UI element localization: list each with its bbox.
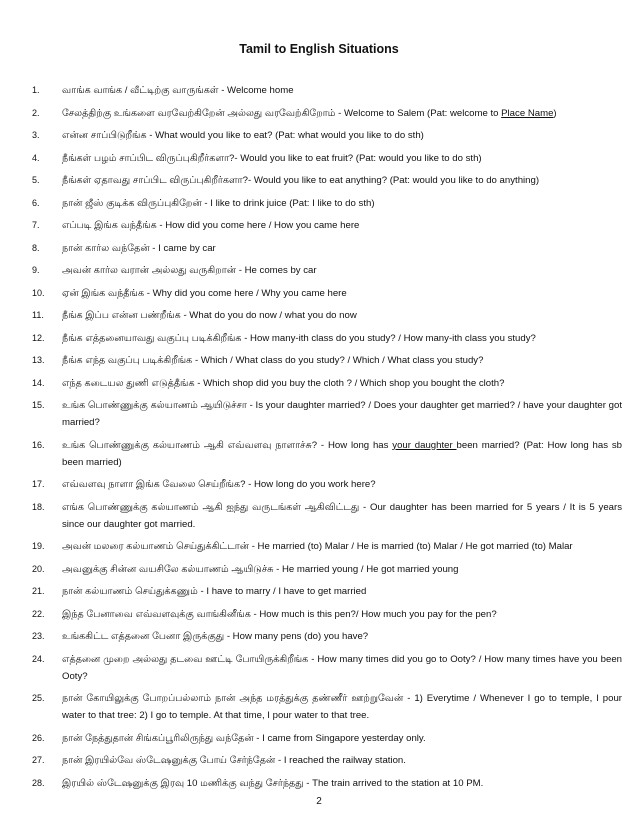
item-text-underlined: Place Name bbox=[501, 107, 554, 119]
item-text bbox=[62, 437, 622, 471]
list-item bbox=[32, 476, 622, 493]
item-text: நான் ஜீஸ் குடிக்க விருப்புகிறேன் - I like to drink juice (Pat: I like to do sth) bbox=[62, 197, 375, 209]
list-item bbox=[32, 538, 622, 555]
item-number: 23. bbox=[32, 631, 45, 641]
item-text: உங்க பொண்ணுக்கு கல்யாணம் ஆயிடுச்சா - Is your daughter married? / Does your daughter get married? / have your daughter got married? bbox=[62, 400, 622, 428]
item-text: அவனுக்கு சின்ன வயசிலே கல்யாணம் ஆயிடுச்சு - He married young / He got married young bbox=[62, 563, 459, 575]
list-item bbox=[32, 330, 622, 347]
item-text: நீங்க எத்தனையாவது வகுப்பு படிக்கிறீங்க - How many-ith class do you study? / How many-ith class you study? bbox=[62, 332, 536, 344]
item-number: 26. bbox=[32, 732, 45, 743]
item-text: நான் இரயில்வே ஸ்டேஷனுக்கு போய் சேர்ந்தேன் - I reached the railway station. bbox=[62, 755, 406, 766]
page-title: Tamil to English Situations bbox=[239, 42, 399, 56]
item-text: நீங்க இப்ப என்ன பண்றீங்க - What do you do now / what you do now bbox=[62, 310, 357, 321]
item-text: நான் நேத்துதான் சிங்கப்பூரிலிருந்து வந்தேன் - I came from Singapore yesterday only. bbox=[62, 732, 426, 744]
item-text: எப்படி இங்க வந்தீங்க - How did you come here / How you came here bbox=[62, 220, 360, 231]
item-text: நான் கல்யாணம் செய்துக்கணும் - I have to marry / I have to get married bbox=[62, 586, 367, 597]
item-number: 18. bbox=[32, 501, 45, 512]
item-number: 15. bbox=[32, 400, 45, 410]
item-text: அவன் கார்ல வரான் அல்லது வருகிறான் - He comes by car bbox=[62, 265, 317, 276]
item-text: நீங்கள் பழம் சாப்பிட விருப்புகிறீர்களா?- Would you like to eat fruit? (Pat: would you like to do sth) bbox=[62, 152, 482, 164]
item-number: 4. bbox=[32, 152, 40, 163]
item-text-after: been married? (Pat: How long has sb been married) bbox=[62, 439, 622, 468]
item-number: 7. bbox=[32, 220, 40, 230]
list-item bbox=[32, 240, 622, 257]
item-text: எந்த கடையல துணி எடுத்தீங்க - Which shop did you buy the cloth ? / Which shop you bought the cloth? bbox=[62, 377, 505, 389]
item-number: 27. bbox=[32, 755, 45, 765]
item-number: 1. bbox=[32, 85, 40, 95]
phrase-list bbox=[32, 82, 622, 797]
item-number: 12. bbox=[32, 332, 45, 343]
list-item bbox=[32, 285, 622, 302]
item-number: 25. bbox=[32, 693, 45, 703]
item-number: 5. bbox=[32, 175, 40, 185]
item-number: 24. bbox=[32, 653, 45, 664]
list-item bbox=[32, 499, 622, 533]
item-text: எத்தனை முறை அல்லது தடவை ஊட்டி போயிருக்கிறீங்க - How many times did you go to Ooty? / How many times have you been Ooty? bbox=[62, 653, 622, 682]
item-text: வாங்க வாங்க / வீட்டிற்கு வாருங்கள் - Welcome home bbox=[62, 85, 294, 96]
item-text-before: சேலத்திற்கு உங்களை வரவேற்கிறேன் அல்லது வரவேற்கிறோம் - Welcome to Salem (Pat: welcome to bbox=[62, 107, 502, 119]
item-text: எவ்வளவு நாளா இங்க வேலை செய்றீங்க? - How long do you work here? bbox=[62, 479, 376, 490]
item-number: 9. bbox=[32, 265, 40, 275]
list-item bbox=[32, 127, 622, 144]
list-item bbox=[32, 397, 622, 431]
item-text: ஏன் இங்க வந்தீங்க - Why did you come here / Why you came here bbox=[62, 287, 347, 299]
item-text bbox=[62, 105, 622, 122]
item-text: நீங்கள் ஏதாவது சாப்பிட விருப்புகிறீர்களா?- Would you like to eat anything? (Pat: would you like to do anything) bbox=[62, 175, 540, 186]
item-number: 21. bbox=[32, 586, 45, 596]
item-text: உங்ககிட்ட எத்தனை பேனா இருக்குது - How many pens (do) you have? bbox=[62, 631, 369, 642]
item-number: 8. bbox=[32, 242, 40, 253]
list-item bbox=[32, 752, 622, 769]
list-item bbox=[32, 352, 622, 369]
list-item bbox=[32, 775, 622, 792]
list-item bbox=[32, 172, 622, 189]
list-item bbox=[32, 583, 622, 600]
item-number: 19. bbox=[32, 541, 45, 551]
item-number: 17. bbox=[32, 479, 45, 489]
list-item bbox=[32, 651, 622, 685]
list-item bbox=[32, 437, 622, 471]
item-text: என்ன சாப்பிடுறீங்க - What would you like to eat? (Pat: what would you like to do sth) bbox=[62, 130, 424, 141]
item-number: 2. bbox=[32, 107, 40, 118]
item-text: அவன் மலரை கல்யாணம் செய்துக்கிட்டான் - He married (to) Malar / He is married (to) Malar / He got married (to) Malar bbox=[62, 541, 573, 552]
list-item bbox=[32, 375, 622, 392]
item-text-underlined: your daughter bbox=[392, 439, 457, 451]
list-item bbox=[32, 82, 622, 99]
item-text: இரயில் ஸ்டேஷனுக்கு இரவு 10 மணிக்கு வந்து சேர்ந்தது - The train arrived to the station at 10 PM. bbox=[62, 777, 484, 789]
item-text: நீங்க எந்த வகுப்பு படிக்கிறீங்க - Which / What class do you study? / Which / What class you study? bbox=[62, 355, 484, 366]
item-number: 3. bbox=[32, 130, 40, 140]
list-item bbox=[32, 690, 622, 724]
list-item bbox=[32, 606, 622, 623]
item-text: நான் கோயிலுக்கு போறப்பல்லாம் நான் அந்த மரத்துக்கு தண்ணீர் ஊற்றுவேன் - 1) Everytime / Whenever I go to temple, I pour water to that tree: 2) I go to temple. At that time, I pour water to that tree. bbox=[62, 693, 622, 721]
item-number: 11. bbox=[32, 310, 44, 320]
item-number: 16. bbox=[32, 439, 45, 450]
list-item bbox=[32, 105, 622, 122]
item-number: 22. bbox=[32, 608, 45, 619]
item-text-before: உங்க பொண்ணுக்கு கல்யாணம் ஆகி எவ்வளவு நாளாச்சு? - How long has bbox=[62, 439, 393, 451]
item-number: 14. bbox=[32, 377, 45, 388]
page-number: 2 bbox=[316, 796, 322, 807]
item-text: நான் கார்ல வந்தேன் - I came by car bbox=[62, 242, 216, 254]
item-text: எங்க பொண்ணுக்கு கல்யாணம் ஆகி ஐந்து வருடங்கள் ஆகிவிட்டது - Our daughter has been married for 5 years / It is 5 years since our daughter got married. bbox=[62, 501, 622, 530]
list-item bbox=[32, 628, 622, 645]
list-item bbox=[32, 730, 622, 747]
list-item bbox=[32, 150, 622, 167]
list-item bbox=[32, 307, 622, 324]
item-number: 6. bbox=[32, 197, 40, 208]
list-item bbox=[32, 217, 622, 234]
item-text-after: ) bbox=[553, 107, 557, 119]
item-number: 28. bbox=[32, 777, 45, 788]
item-number: 10. bbox=[32, 287, 45, 298]
item-text: இந்த பேனாவை எவ்வளவுக்கு வாங்கினீங்க - How much is this pen?/ How much you pay for the pen? bbox=[62, 608, 497, 620]
list-item bbox=[32, 561, 622, 578]
item-number: 20. bbox=[32, 563, 45, 574]
list-item bbox=[32, 262, 622, 279]
item-number: 13. bbox=[32, 355, 45, 365]
list-item bbox=[32, 195, 622, 212]
